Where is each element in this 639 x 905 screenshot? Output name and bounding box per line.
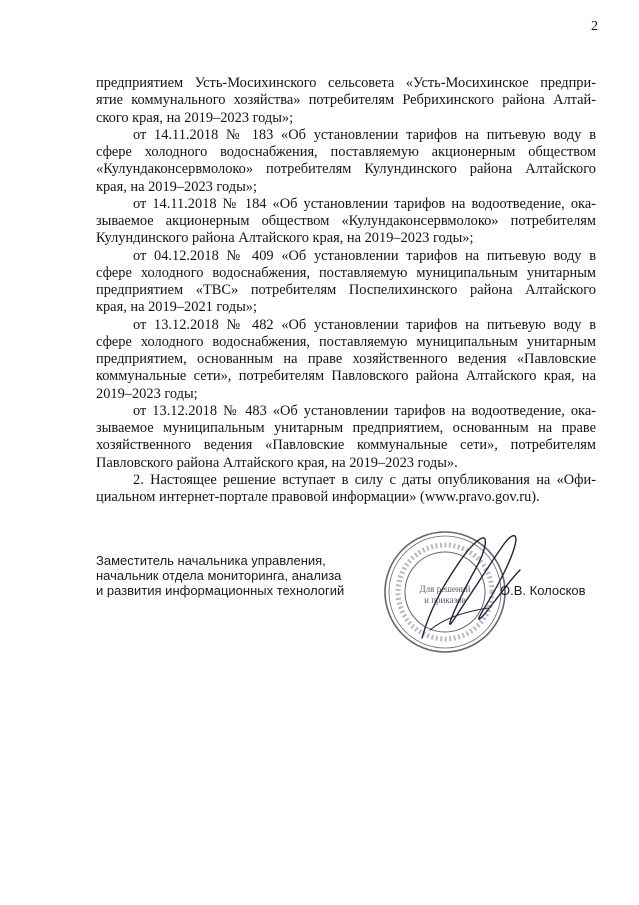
body-line: сфере холодного водоснабжения, поставляемую акционерным обществом <box>96 144 596 160</box>
body-line: зываемое акционерным обществом «Кулундаконсервмолоко» потребителям <box>96 213 596 229</box>
signer-name: О.В. Колосков <box>500 583 586 598</box>
body-line: от 13.12.2018 № 482 «Об установлении тарифов на питьевую воду в <box>133 316 596 333</box>
body-line: ятие коммунального хозяйства» потребителям Ребрихинского района Алтай- <box>96 92 596 109</box>
body-line: сфере холодного водоснабжения, поставляемую муниципальным унитарным <box>96 333 596 350</box>
seal-inner-text: и приказов <box>424 595 466 605</box>
body-line: Кулундинского района Алтайского края, на 2019–2023 годы»; <box>96 230 474 247</box>
body-line: хозяйственного ведения «Павловские коммунальные сети», потребителям <box>96 437 596 454</box>
body-line: «Кулундаконсервмолоко» потребителям Кулундинского района Алтайского <box>96 161 596 178</box>
body-line: предприятием, основанным на праве хозяйственного ведения «Павловские <box>96 351 596 367</box>
body-line: 2. Настоящее решение вступает в силу с даты опубликования на «Офи- <box>133 471 596 488</box>
body-line: от 04.12.2018 № 409 «Об установлении тарифов на питьевую воду в <box>133 247 596 264</box>
body-line: Павловского района Алтайского края, на 2019–2023 годы». <box>96 454 458 471</box>
signer-title-line: и развития информационных технологий <box>96 583 345 598</box>
body-line: от 14.11.2018 № 184 «Об установлении тарифов на водоотведение, ока- <box>133 195 596 212</box>
body-line: ского края, на 2019–2023 годы»; <box>96 109 294 126</box>
body-line: края, на 2019–2023 годы»; <box>96 178 257 195</box>
seal-inner-text: Для решений <box>419 584 471 594</box>
body-line: циальном интернет-портале правовой информации» (www.pravo.gov.ru). <box>96 489 540 505</box>
body-line: предприятием Усть-Мосихинского сельсовета «Усть-Мосихинское предпри- <box>96 75 596 91</box>
body-line: края, на 2019–2021 годы»; <box>96 299 257 316</box>
body-line: 2019–2023 годы; <box>96 385 198 402</box>
body-line: зываемое муниципальным унитарным предприятием, основанным на праве <box>96 420 596 436</box>
body-line: предприятием «ТВС» потребителям Поспелихинского района Алтайского <box>96 282 596 298</box>
body-line: от 13.12.2018 № 483 «Об установлении тарифов на водоотведение, ока- <box>133 402 596 419</box>
page-number: 2 <box>591 19 598 34</box>
body-line: от 14.11.2018 № 183 «Об установлении тарифов на питьевую воду в <box>133 126 596 143</box>
signer-title-line: Заместитель начальника управления, <box>96 553 326 568</box>
body-line: коммунальные сети», потребителям Павловского района Алтайского края, на <box>96 368 596 385</box>
body-line: сфере холодного водоснабжения, поставляемую муниципальным унитарным <box>96 264 596 281</box>
signer-title-line: начальник отдела мониторинга, анализа <box>96 568 342 583</box>
